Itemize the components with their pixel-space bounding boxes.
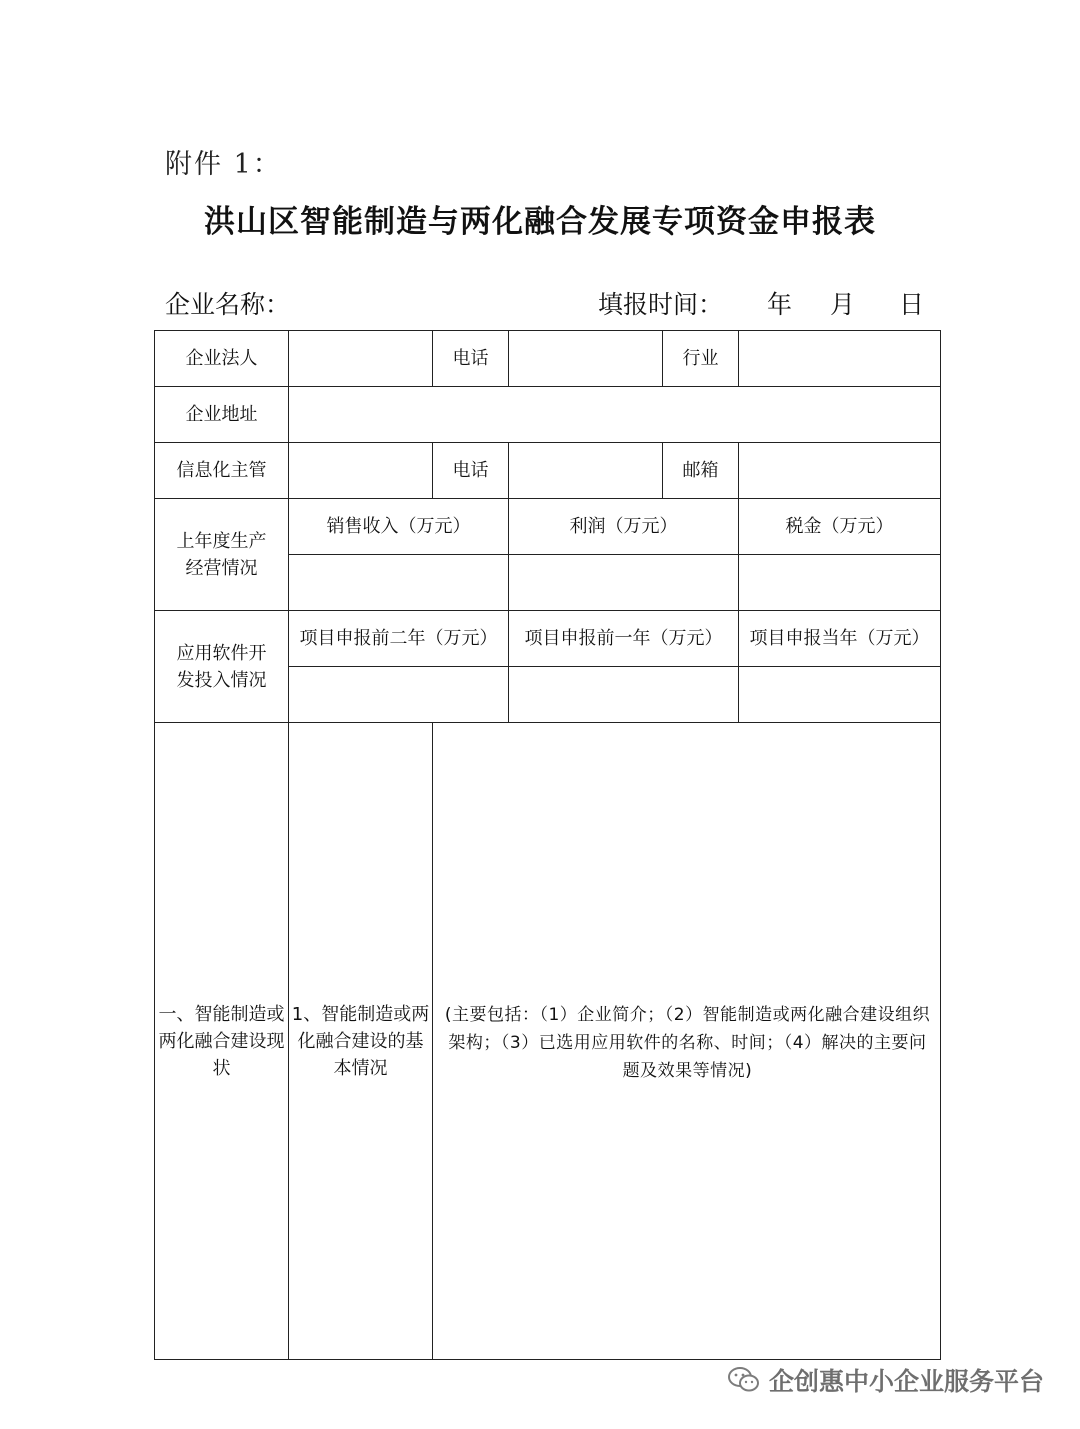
current-year-field[interactable] — [739, 667, 941, 723]
phone-label: 电话 — [433, 331, 509, 387]
phone2-field[interactable] — [509, 443, 663, 499]
industry-field[interactable] — [739, 331, 941, 387]
industry-label: 行业 — [663, 331, 739, 387]
legal-rep-field[interactable] — [289, 331, 433, 387]
section1-content-field[interactable] — [433, 723, 941, 1360]
application-form-table — [154, 330, 941, 1360]
tax-field[interactable] — [739, 555, 941, 611]
it-manager-field[interactable] — [289, 443, 433, 499]
page-title: 洪山区智能制造与两化融合发展专项资金申报表 — [204, 204, 876, 240]
section1-note: (主要包括：（1）企业简介；（2）智能制造或两化融合建设组织架构；（3）已选用应用软件的名称、时间；（4）解决的主要问题及效果等情况) — [444, 1004, 931, 1082]
email-field[interactable] — [739, 443, 941, 499]
year-label: 年 — [767, 290, 793, 319]
address-field[interactable] — [289, 387, 941, 443]
email-label: 邮箱 — [663, 443, 739, 499]
sales-header: 销售收入（万元） — [289, 499, 509, 555]
phone-field[interactable] — [509, 331, 663, 387]
attachment-label: 附件 1： — [165, 149, 282, 180]
sales-field[interactable] — [289, 555, 509, 611]
section1-item-label: 1、智能制造或两化融合建设的基本情况 — [289, 723, 433, 1360]
one-year-before-header: 项目申报前一年（万元） — [509, 611, 739, 667]
profit-field[interactable] — [509, 555, 739, 611]
it-manager-label: 信息化主管 — [155, 443, 289, 499]
address-label: 企业地址 — [155, 387, 289, 443]
current-year-header: 项目申报当年（万元） — [739, 611, 941, 667]
software-investment-label: 应用软件开发投入情况 — [155, 611, 289, 723]
prev-year-label: 上年度生产经营情况 — [155, 499, 289, 611]
fill-time — [598, 285, 924, 321]
legal-rep-label: 企业法人 — [155, 331, 289, 387]
one-year-before-field[interactable] — [509, 667, 739, 723]
section1-label: 一、智能制造或两化融合建设现状 — [155, 723, 289, 1360]
profit-header: 利润（万元） — [509, 499, 739, 555]
watermark — [727, 1362, 1044, 1398]
month-label: 月 — [830, 290, 856, 319]
wechat-icon — [727, 1366, 761, 1394]
two-years-before-header: 项目申报前二年（万元） — [289, 611, 509, 667]
two-years-before-field[interactable] — [289, 667, 509, 723]
phone2-label: 电话 — [433, 443, 509, 499]
fill-time-label: 填报时间： — [598, 290, 724, 319]
company-name-label: 企业名称： — [165, 290, 291, 319]
tax-header: 税金（万元） — [739, 499, 941, 555]
watermark-text: 企创惠中小企业服务平台 — [768, 1367, 1044, 1396]
day-label: 日 — [899, 290, 925, 319]
